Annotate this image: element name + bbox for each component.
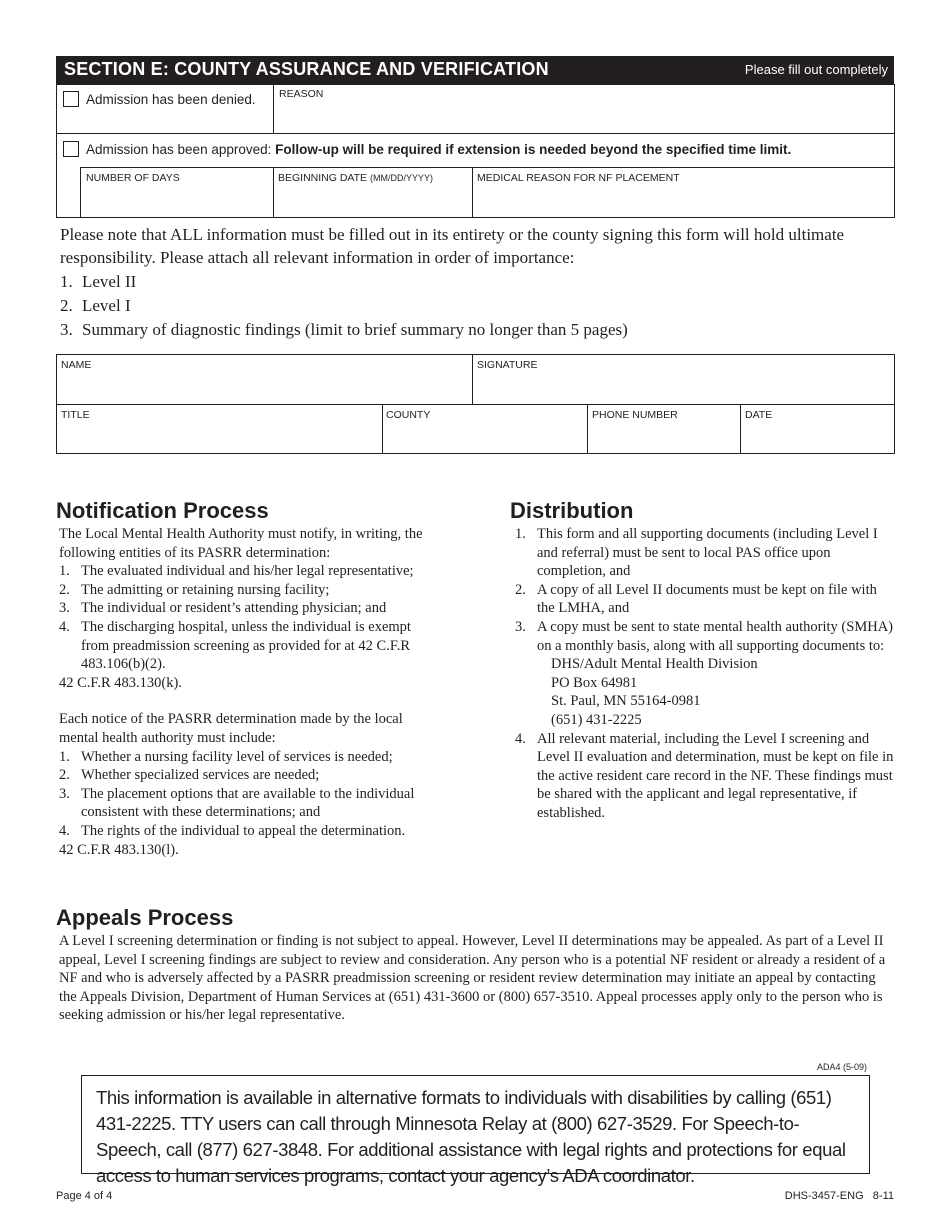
- county-field[interactable]: [385, 424, 583, 450]
- divider: [273, 167, 274, 218]
- phone-label: PHONE NUMBER: [592, 409, 678, 421]
- reason-field[interactable]: [276, 102, 890, 130]
- number-of-days-label: NUMBER OF DAYS: [86, 172, 180, 184]
- name-field[interactable]: [59, 374, 468, 400]
- page-number: Page 4 of 4: [56, 1190, 113, 1202]
- list-item: 1. This form and all supporting documents (including Level I and referral) must be sent to local PAS office upon completion, and: [515, 526, 878, 580]
- list-item: 2. The admitting or retaining nursing facility;: [59, 581, 330, 598]
- list-item: 3. The individual or resident’s attending physician; and: [59, 600, 387, 617]
- section-e-instruction: Please fill out completely: [744, 62, 888, 77]
- list-item: 3. A copy must be sent to state mental health authority (SMHA) on a monthly basis, along with all supporting documents to: DHS/Adult Mental Health Division PO Box 64981 St. Paul, MN 55164-0981 (651) 431-2225: [515, 618, 893, 728]
- number-of-days-field[interactable]: [83, 186, 269, 214]
- attachment-note: [60, 223, 900, 341]
- notification-intro: The Local Mental Health Authority must notify, in writing, the following entities of its PASRR determination:: [59, 526, 423, 561]
- list-item: 4. All relevant material, including the Level I screening and Level II evaluation and determination, must be kept on file in the active resident care record in the NF. These findings must be shared with the applicant and legal representative, if established.: [515, 730, 894, 821]
- list-item: 3. Summary of diagnostic findings (limit to brief summary no longer than 5 pages): [60, 320, 628, 339]
- name-label: NAME: [61, 359, 92, 371]
- admission-approved-checkbox[interactable]: [63, 141, 79, 157]
- list-item: 2. Level I: [60, 296, 131, 315]
- county-label: COUNTY: [386, 409, 431, 421]
- distribution-heading: Distribution: [510, 498, 634, 523]
- admission-approved-text: [86, 142, 791, 157]
- divider: [587, 404, 588, 454]
- list-item: 3. The placement options that are available to the individual consistent with these determinations; and: [59, 785, 415, 821]
- medical-reason-label: MEDICAL REASON FOR NF PLACEMENT: [477, 172, 680, 184]
- divider: [80, 167, 895, 168]
- divider: [740, 404, 741, 454]
- list-item: 4. The rights of the individual to appeal the determination.: [59, 822, 406, 839]
- appeals-text: A Level I screening determination or finding is not subject to appeal. However, Level II determinations may be appealed. As part of a Level II appeal, Level I screening findings are subject to review and consideration. Any person who is a potential NF resident or already a resident of a NF and who is adversely affected by a PASRR preadmission screening or resident review determination may initiate an appeal by contacting the Appeals Division, Department of Human Services at (651) 431-3600 or (800) 657-3510. Appeal processes apply only to the person who is seeking admission or his/her legal representative.: [59, 933, 886, 1024]
- list-item: 4. The discharging hospital, unless the individual is exempt from preadmission screening as provided for at 42 C.F.R 483.106(b)(2).: [59, 618, 411, 673]
- beginning-date-label: BEGINNING DATE (MM/DD/YYYY): [278, 172, 433, 184]
- citation: 42 C.F.R 483.130(l).: [59, 841, 179, 858]
- ada-code: ADA4 (5-09): [816, 1062, 867, 1072]
- citation: 42 C.F.R 483.130(k).: [59, 674, 182, 691]
- notification-intro-2: Each notice of the PASRR determination made by the local mental health authority must include:: [59, 711, 403, 746]
- attachment-note-text: Please note that ALL information must be filled out in its entirety or the county signing this form will hold ultimate responsibility. Please attach all relevant information in order of importance:: [60, 225, 845, 267]
- divider: [273, 84, 274, 133]
- signature-field[interactable]: [475, 374, 890, 400]
- beginning-date-field[interactable]: [276, 186, 468, 214]
- list-item: 2. A copy of all Level II documents must be kept on file with the LMHA, and: [515, 581, 877, 617]
- list-item: 2. Whether specialized services are needed;: [59, 767, 320, 784]
- follow-up-note: Follow-up will be required if extension is needed beyond the specified time limit.: [275, 142, 792, 157]
- reason-label: REASON: [279, 88, 324, 100]
- divider: [56, 133, 895, 134]
- medical-reason-field[interactable]: [475, 186, 890, 214]
- date-label: DATE: [745, 409, 773, 421]
- appeals-heading: Appeals Process: [56, 905, 234, 930]
- admission-denied-checkbox[interactable]: [63, 91, 79, 107]
- section-e-header: [56, 56, 894, 84]
- title-field[interactable]: [59, 424, 378, 450]
- divider: [382, 404, 383, 454]
- ada-notice: This information is available in alternative formats to individuals with disabilities by calling (651) 431-2225. TTY users can call through Minnesota Relay at (800) 627-3529. For Speech-to-Speech, call (877) 627-3848. For additional assistance with legal rights and protections for equal access to human services programs, contact your agency’s ADA coordinator.: [81, 1075, 870, 1174]
- distribution-body: [515, 525, 895, 823]
- signature-label: SIGNATURE: [477, 359, 538, 371]
- divider: [472, 354, 473, 404]
- admission-denied-label: Admission has been denied.: [86, 92, 256, 107]
- title-label: TITLE: [61, 409, 90, 421]
- divider: [56, 404, 895, 405]
- date-field[interactable]: [743, 424, 891, 450]
- notification-heading: Notification Process: [56, 498, 269, 523]
- divider: [80, 167, 81, 218]
- section-e-title: SECTION E: COUNTY ASSURANCE AND VERIFICATION: [64, 59, 549, 79]
- list-item: 1. Level II: [60, 272, 137, 291]
- mailing-address: DHS/Adult Mental Health Division PO Box 64981 St. Paul, MN 55164-0981 (651) 431-2225: [551, 656, 758, 728]
- list-item: 1. The evaluated individual and his/her legal representative;: [59, 563, 414, 580]
- form-id: DHS-3457-ENG 8-11: [784, 1190, 894, 1202]
- phone-field[interactable]: [590, 424, 736, 450]
- divider: [472, 167, 473, 218]
- admission-approved-label: Admission has been approved:: [86, 142, 276, 157]
- notification-body: [59, 525, 439, 859]
- list-item: 1. Whether a nursing facility level of services is needed;: [59, 748, 393, 765]
